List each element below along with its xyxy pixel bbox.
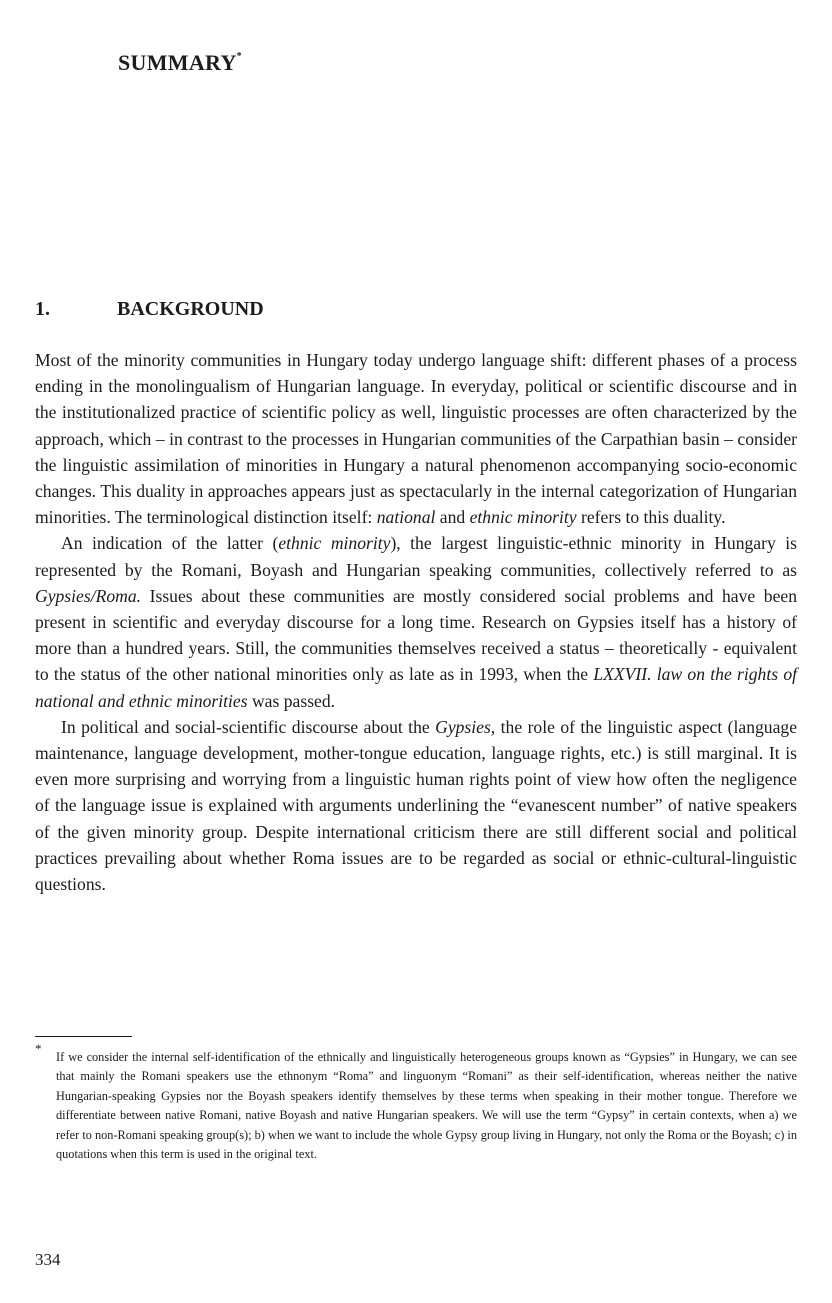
italic-term: Gypsies, — [435, 716, 496, 737]
title-footnote-marker: * — [236, 51, 242, 62]
section-number: 1. — [35, 298, 50, 320]
footnote — [35, 1041, 797, 1164]
paragraph-3: In political and social-scientific discourse about the Gypsies, the role of the linguistic aspect (language maintenance, language development, mother-tongue education, language rights, etc.) is still marginal. It is even more surprising and worrying from a linguistic human rights point of view how often the negligence of the language issue is explained with arguments underlining the “evanescent number” of native speakers of the given minority group. Despite international criticism there are still different social and political practices prevailing about whether Roma issues are to be regarded as social or ethnic-cultural-linguistic questions. — [35, 716, 797, 895]
body-text — [35, 347, 797, 897]
page-title — [118, 50, 242, 76]
italic-term: ethnic minority — [278, 533, 391, 554]
paragraph-1: Most of the minority communities in Hungary today undergo language shift: different phases of a process ending in the monolingualism of Hungarian language. In everyday, political or scientific discourse and in the institutionalized practice of scientific policy as well, linguistic processes are often characterized by the approach, which – in contrast to the processes in Hungarian communities of the Carpathian basin – consider the linguistic assimilation of minorities in Hungary a natural phenomenon accompanying socio-economic changes. This duality in approaches appears just as spectacularly in the internal categorization of Hungarian minorities. The terminological distinction itself: national and ethnic minority refers to this duality. — [35, 350, 797, 528]
italic-term: ethnic minority — [469, 507, 577, 528]
italic-term: Gypsies/Roma. — [35, 585, 142, 606]
section-title: BACKGROUND — [117, 298, 264, 320]
italic-term: national — [376, 507, 436, 528]
paragraph-2: An indication of the latter (ethnic minority), the largest linguistic-ethnic minority in Hungary is represented by the Romani, Boyash and Hungarian speaking communities, collectively referred to as Gypsies/Roma. Issues about these communities are mostly considered social problems and have been present in scientific and everyday discourse for a long time. Research on Gypsies itself has a history of more than a hundred years. Still, the communities themselves received a status – theoretically - equivalent to the status of the other national minorities only as late as in 1993, when the LXXVII. law on the rights of national and ethnic minorities was passed. — [35, 533, 798, 711]
title-text: SUMMARY — [118, 50, 237, 75]
footnote-marker: * — [35, 1041, 42, 1056]
page-number: 334 — [35, 1250, 61, 1269]
section-heading — [35, 298, 264, 321]
footnote-text: If we consider the internal self-identification of the ethnically and linguistically heterogeneous groups known as “Gypsies” in Hungary, we can see that mainly the Romani speakers use the ethnonym “Roma” and linguonym “Romani” as their self-identification, whereas neither the native Hungarian-speaking Gypsies nor the Boyash speakers identify themselves by these terms when speaking in their mother tongue. Therefore we differentiate between native Romani, native Boyash and native Hungarian speakers. We will use the term “Gypsy” in certain contexts, when a) we refer to non-Romani speaking group(s); b) when we want to include the whole Gypsy group living in Hungary, not only the Roma or the Boyash; c) in quotations when this term is used in the original text. — [56, 1050, 797, 1162]
italic-term: LXXVII. law on the rights of national and ethnic minorities — [35, 664, 798, 711]
footnote-separator — [35, 1036, 132, 1037]
